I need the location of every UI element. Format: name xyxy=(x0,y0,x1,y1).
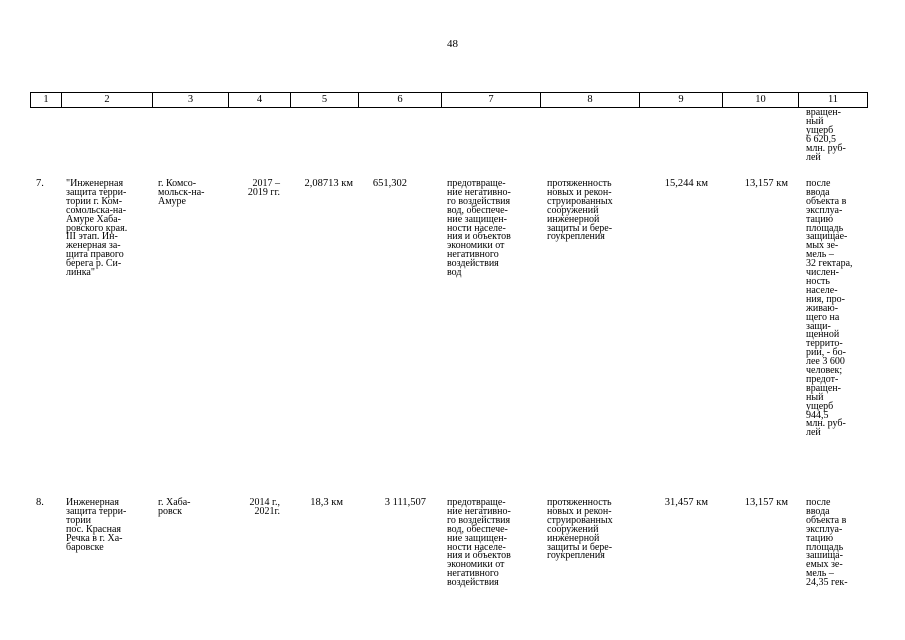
row-8-length: 18,3 км xyxy=(310,497,343,508)
carryover-result-text: вращен- ный ущерб 6 620,5 млн. руб- лей xyxy=(806,107,846,163)
row-7-location: г. Комсо- мольск-на- Амуре xyxy=(158,178,205,207)
row-8-result: после ввода объекта в эксплуа- тацию площадь зашища- емых зе- мель – 24,35 гек- xyxy=(806,497,848,589)
row-7-period: 2017 – 2019 гг. xyxy=(247,178,280,198)
row-8-cost: 3 111,507 xyxy=(384,497,426,508)
row-7-value-10: 13,157 км xyxy=(744,178,788,189)
header-col-10: 10 xyxy=(723,93,799,107)
row-8-value-10: 13,157 км xyxy=(744,497,788,508)
page-number: 48 xyxy=(447,38,458,50)
header-col-11: 11 xyxy=(827,94,839,105)
header-col-4: 4 xyxy=(229,93,291,107)
header-col-6: 6 xyxy=(359,93,442,107)
row-8-period: 2014 г., 2021г. xyxy=(249,497,280,517)
row-8-indicator: протяженность новых и рекон- струированных сооружений инженерной защиты и бере- гоукрепления xyxy=(547,497,613,562)
row-7-indicator: протяженность новых и рекон- струированных сооружений инженерной защиты и бере- гоукрепления xyxy=(547,178,613,243)
header-col-9: 9 xyxy=(640,93,723,107)
header-col-8: 8 xyxy=(541,93,640,107)
table-header-row xyxy=(30,92,868,108)
row-8-location: г. Хаба- ровск xyxy=(158,497,191,517)
row-8-value-9: 31,457 км xyxy=(664,497,708,508)
row-7-object-name: "Инженерная защита терри- тории г. Ком- сомольска-на- Амуре Хаба- ровского края. III этап. Ин- женерная за- щита правого берега р. Си- линка" xyxy=(66,178,128,279)
header-col-2: 2 xyxy=(62,93,153,107)
row-7-cost: 651,302 xyxy=(372,178,407,189)
row-7-result: после ввода объекта в эксплуа- тацию площадь защищае- мых зе- мель – 32 гектара, числен- ность населе- ния, про- живаю- щего на защи- щенной террито- рии, - бо- лее 3 600 человек; предот- вращен- ный ущерб 944,5 млн. руб- лей xyxy=(806,178,853,439)
header-col-1: 1 xyxy=(31,93,62,107)
row-8-object-name: Инженерная защита терри- тории пос. Красная Речка в г. Ха- баровске xyxy=(66,497,127,553)
header-col-3: 3 xyxy=(153,93,229,107)
header-col-7: 7 xyxy=(442,93,541,107)
row-7-value-9: 15,244 км xyxy=(664,178,708,189)
row-8-number: 8. xyxy=(36,497,44,508)
row-7-length: 2,08713 км xyxy=(304,178,353,189)
row-7-number: 7. xyxy=(36,178,44,189)
header-col-5: 5 xyxy=(291,93,359,107)
row-8-goal: предотвраще- ние негативно- го воздействия вод, обеспече- ние защищен- ности населе- ния и объектов экономики от негативного воздействия xyxy=(447,497,511,589)
row-7-goal: предотвраще- ние негативно- го воздействия вод, обеспече- ние защищен- ности населе- ния и объектов экономики от негативного воздействия вод xyxy=(447,178,511,279)
